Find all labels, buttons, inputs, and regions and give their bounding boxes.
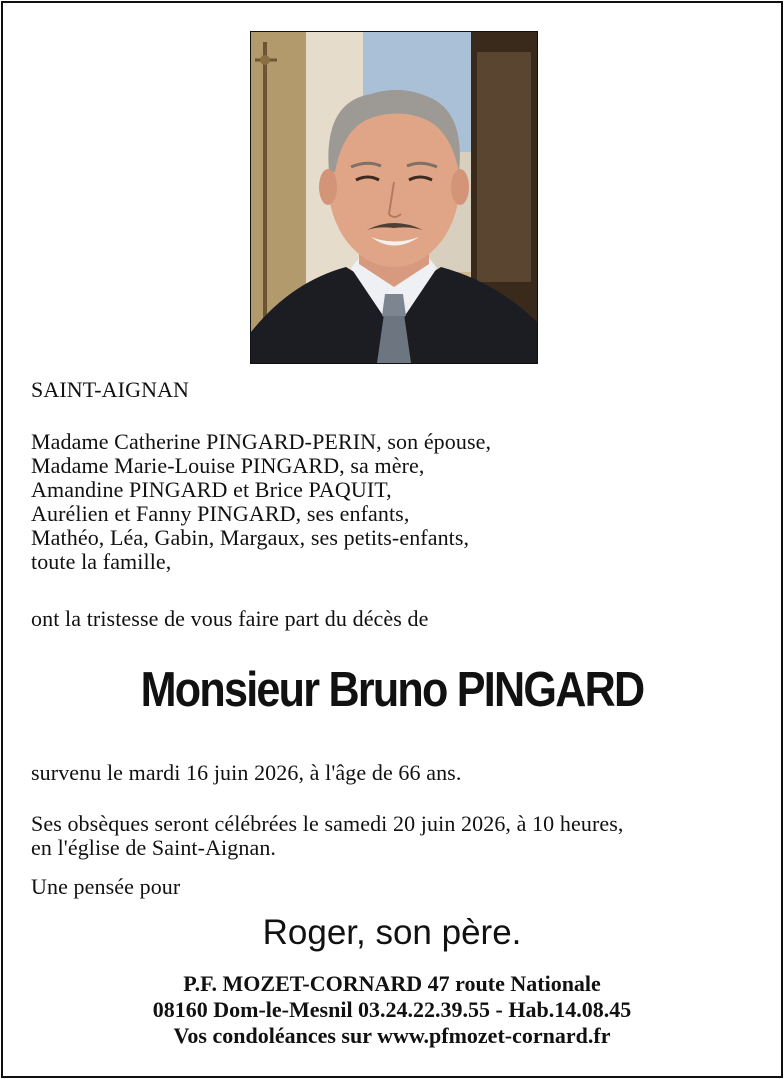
funeral-info xyxy=(31,812,624,860)
footer-line: Vos condoléances sur www.pfmozet-cornard.fr xyxy=(173,1023,611,1048)
family-list xyxy=(31,430,491,574)
funeral-line: Ses obsèques seront célébrées le samedi 20 juin 2026, à 10 heures, xyxy=(31,811,624,836)
family-line: Mathéo, Léa, Gabin, Margaux, ses petits-enfants, xyxy=(31,525,470,550)
deceased-name: Monsieur Bruno PINGARD xyxy=(140,663,644,717)
thought-intro: Une pensée pour xyxy=(31,874,181,899)
announcement-text: ont la tristesse de vous faire part du décès de xyxy=(31,606,429,631)
funeral-line: en l'église de Saint-Aignan. xyxy=(31,835,277,860)
family-line: Madame Catherine PINGARD-PERIN, son épouse, xyxy=(31,429,492,454)
family-line: Madame Marie-Louise PINGARD, sa mère, xyxy=(31,453,425,478)
portrait-photo xyxy=(250,31,538,364)
funeral-home-footer xyxy=(0,971,784,1049)
footer-line: 08160 Dom-le-Mesnil 03.24.22.39.55 - Hab.14.08.45 xyxy=(152,997,632,1022)
death-info: survenu le mardi 16 juin 2026, à l'âge de 66 ans. xyxy=(31,760,462,785)
family-line: Aurélien et Fanny PINGARD, ses enfants, xyxy=(31,501,410,526)
town-heading: SAINT-AIGNAN xyxy=(31,377,190,402)
thought-name: Roger, son père. xyxy=(262,913,522,952)
family-line: toute la famille, xyxy=(31,549,172,574)
footer-line: P.F. MOZET-CORNARD 47 route Nationale xyxy=(183,971,601,996)
family-line: Amandine PINGARD et Brice PAQUIT, xyxy=(31,477,392,502)
